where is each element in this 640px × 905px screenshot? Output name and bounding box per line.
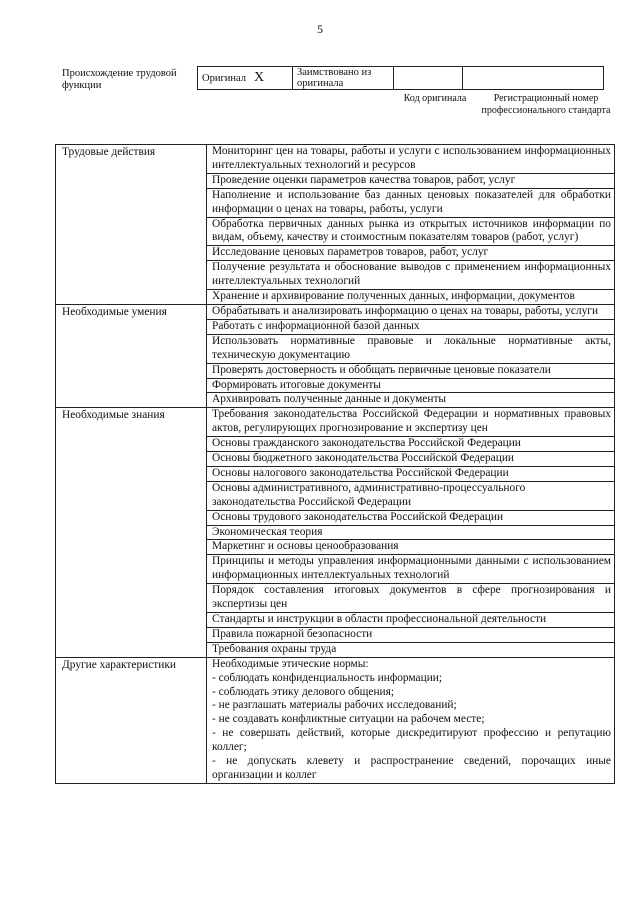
table-cell: Экономическая теория <box>207 525 615 540</box>
page-number: 5 <box>317 22 323 36</box>
table-cell: Мониторинг цен на товары, работы и услуги с использованием информационных интеллектуальных технологий и ресурсов <box>207 145 615 174</box>
table-cell: Принципы и методы управления информационными данными с использованием информационных интеллектуальных технологий <box>207 555 615 584</box>
original-cell <box>198 67 293 90</box>
table-cell: Основы гражданского законодательства Российской Федерации <box>207 437 615 452</box>
table-cell: Обработка первичных данных рынка из открытых источников информации по видам, объему, качеству и стоимостным показателям товаров (работ, услуг) <box>207 217 615 246</box>
table-cell: Проверять достоверность и обобщать первичные ценовые показатели <box>207 363 615 378</box>
table-cell: Основы трудового законодательства Российской Федерации <box>207 510 615 525</box>
table-cell: Получение результата и обоснование выводов с применением информационных интеллектуальных технологий <box>207 261 615 290</box>
table-cell: Использовать нормативные правовые и локальные нормативные акты, техническую документацию <box>207 334 615 363</box>
origin-table <box>197 66 604 90</box>
table-cell: Маркетинг и основы ценообразования <box>207 540 615 555</box>
table-row <box>56 304 615 319</box>
table-cell: Формировать итоговые документы <box>207 378 615 393</box>
table-cell: Хранение и архивирование полученных данных, информации, документов <box>207 290 615 305</box>
code-label: Код оригинала <box>403 93 467 104</box>
table-cell: Наполнение и использование баз данных ценовых показателей для обработки информации о ценах на товары, работы, услуги <box>207 188 615 217</box>
table-cell: Обрабатывать и анализировать информацию о ценах на товары, работы, услуги <box>207 304 615 319</box>
table-cell: Основы бюджетного законодательства Российской Федерации <box>207 452 615 467</box>
table-cell: Основы административного, административно-процессуального законодательства Российской Федерации <box>207 481 615 510</box>
ethics-line: - не разглашать материалы рабочих исследований; <box>212 699 457 712</box>
ethics-line: - соблюдать этику делового общения; <box>212 685 395 698</box>
table-cell: Правила пожарной безопасности <box>207 627 615 642</box>
section-title: Трудовые действия <box>56 145 207 305</box>
table-cell: Работать с информационной базой данных <box>207 319 615 334</box>
other-characteristics <box>207 657 615 783</box>
table-cell: Порядок составления итоговых документов в сфере прогнозирования и экспертизы цен <box>207 584 615 613</box>
origin-label: Происхождение трудовой функции <box>62 68 177 91</box>
code-cell <box>394 67 463 90</box>
reg-label: Регистрационный номер профессионального стандарта <box>481 93 611 116</box>
ethics-line: - не создавать конфликтные ситуации на рабочем месте; <box>212 713 485 726</box>
table-cell: Проведение оценки параметров качества товаров, работ, услуг <box>207 173 615 188</box>
original-label: Оригинал <box>202 73 246 84</box>
ethics-line: - не допускать клевету и распространение сведений, порочащих иные организации и коллег <box>212 755 611 781</box>
table-cell: Стандарты и инструкции в области профессиональной деятельности <box>207 613 615 628</box>
ethics-line: - соблюдать конфиденциальность информации; <box>212 671 443 684</box>
table-cell: Основы налогового законодательства Российской Федерации <box>207 466 615 481</box>
table-row <box>56 657 615 783</box>
table-cell: Требования охраны труда <box>207 642 615 657</box>
table-row <box>56 408 615 437</box>
borrowed-cell: Заимствовано из оригинала <box>293 67 394 90</box>
function-table <box>55 144 615 784</box>
table-cell: Архивировать полученные данные и документы <box>207 393 615 408</box>
original-mark: X <box>254 70 265 85</box>
section-title: Необходимые знания <box>56 408 207 657</box>
ethics-line: - не совершать действий, которые дискредитируют профессию и репутацию коллег; <box>212 727 611 754</box>
section-title: Другие характеристики <box>56 657 207 783</box>
section-title: Необходимые умения <box>56 304 207 407</box>
table-cell: Требования законодательства Российской Федерации и нормативных правовых актов, регулирующих прогнозирование и экспертизу цен <box>207 408 615 437</box>
reg-number-cell <box>463 67 604 90</box>
table-cell: Исследование ценовых параметров товаров, работ, услуг <box>207 246 615 261</box>
table-row <box>56 145 615 174</box>
ethics-line: Необходимые этические нормы: <box>212 657 369 670</box>
